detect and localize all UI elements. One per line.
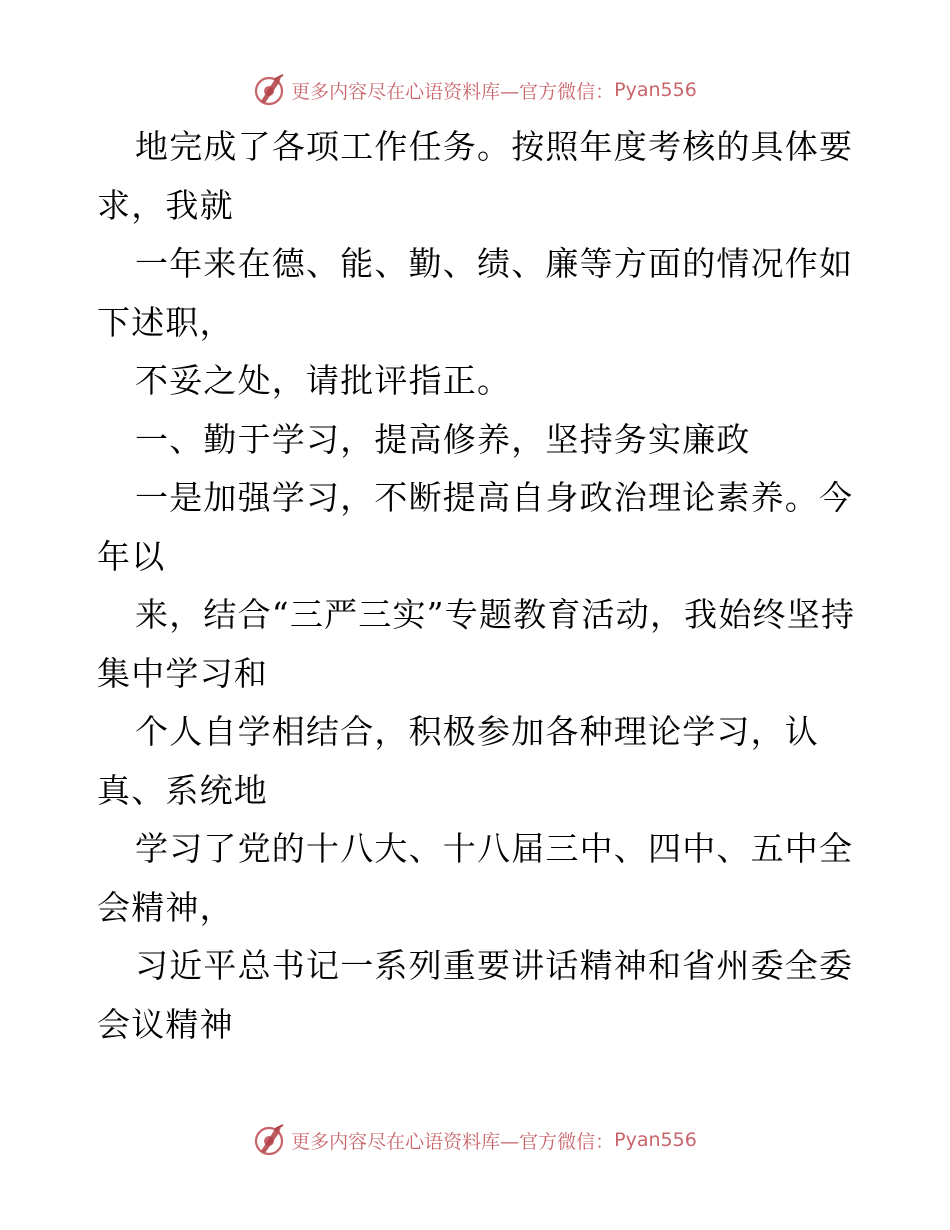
document-body [97,118,857,1054]
paragraph: 来，结合“三严三实”专题教育活动，我始终坚持集中学习和 [97,595,856,693]
banner-text: 更多内容尽在心语资料库—官方微信： [291,1130,615,1153]
quill-seal-logo-icon [253,73,287,107]
paragraph: 个人自学相结合，积极参加各种理论学习，认真、系统地 [97,712,819,810]
paragraph: 学习了党的十八大、十八届三中、四中、五中全会精神， [97,829,854,927]
paragraph: 地完成了各项工作任务。按照年度考核的具体要求，我就 [97,127,854,225]
paragraph: 不妥之处，请批评指正。 [135,361,512,400]
paragraph: 一年来在德、能、勤、绩、廉等方面的情况作如下述职， [97,244,854,342]
wechat-id: Pyan556 [614,1129,697,1151]
paragraph: 一是加强学习，不断提高自身政治理论素养。今年以 [97,478,854,576]
quill-seal-logo-icon [253,1123,287,1157]
banner-text: 更多内容尽在心语资料库—官方微信： [291,80,615,103]
header-banner [0,70,950,110]
section-heading: 一、勤于学习，提高修养，坚持务实廉政 [135,419,751,459]
paragraph: 习近平总书记一系列重要讲话精神和省州委全委会议精神 [97,946,854,1044]
footer-banner [0,1120,950,1160]
wechat-id: Pyan556 [614,79,697,101]
